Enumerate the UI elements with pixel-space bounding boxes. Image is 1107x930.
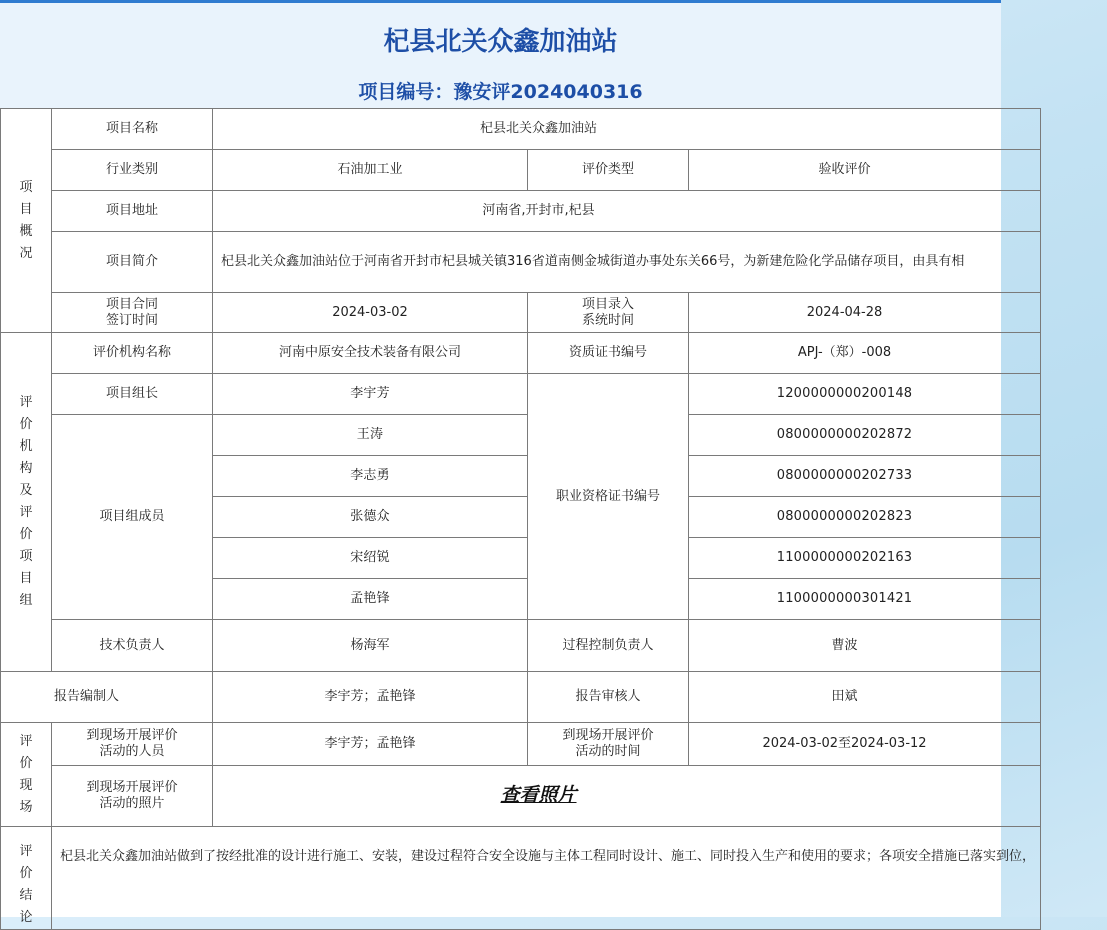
project-number-value: 豫安评2024040316 xyxy=(453,81,643,103)
site-time-label: 到现场开展评价 活动的时间 xyxy=(528,723,689,766)
leader-label: 项目组长 xyxy=(52,374,213,415)
summary-label: 项目简介 xyxy=(52,232,213,293)
leader-cert: 1200000000200148 xyxy=(689,374,1041,415)
member-name: 孟艳锋 xyxy=(213,579,528,620)
tech-label: 技术负责人 xyxy=(52,620,213,672)
conclusion-text: 杞县北关众鑫加油站做到了按经批准的设计进行施工、安装，建设过程符合安全设施与主体工程同时设计、施工、同时投入生产和使用的要求；各项安全措施已落实到位， xyxy=(52,827,1041,930)
eval-type-value: 验收评价 xyxy=(689,150,1041,191)
section-site-label: 评价现场 xyxy=(1,723,52,827)
project-name-value: 杞县北关众鑫加油站 xyxy=(213,109,1041,150)
row-project-name xyxy=(1,109,1041,150)
section-org-label: 评价机构及评价项目组 xyxy=(1,333,52,672)
report-reviewer-label: 报告审核人 xyxy=(528,672,689,723)
members-label: 项目组成员 xyxy=(52,415,213,620)
row-org xyxy=(1,333,1041,374)
report-author-label: 报告编制人 xyxy=(1,672,213,723)
leader-name: 李宇芳 xyxy=(213,374,528,415)
row-member xyxy=(1,415,1041,456)
site-photo-cell xyxy=(213,766,1041,827)
member-cert: 1100000000301421 xyxy=(689,579,1041,620)
summary-value: 杞县北关众鑫加油站位于河南省开封市杞县城关镇316省道南侧金城街道办事处东关66号，为新建危险化学品储存项目，由具有相 xyxy=(213,232,1041,293)
row-industry xyxy=(1,150,1041,191)
section-conclusion-label: 评价结论 xyxy=(1,827,52,930)
qual-cert-label: 职业资格证书编号 xyxy=(528,374,689,620)
industry-value: 石油加工业 xyxy=(213,150,528,191)
member-name: 张德众 xyxy=(213,497,528,538)
site-photo-label: 到现场开展评价 活动的照片 xyxy=(52,766,213,827)
address-label: 项目地址 xyxy=(52,191,213,232)
row-summary xyxy=(1,232,1041,293)
contract-time-label: 项目合同 签订时间 xyxy=(52,293,213,333)
entry-time-value: 2024-04-28 xyxy=(689,293,1041,333)
view-photos-link[interactable]: 查看照片 xyxy=(500,783,577,806)
section-overview-label: 项目概况 xyxy=(1,109,52,333)
process-label: 过程控制负责人 xyxy=(528,620,689,672)
eval-type-label: 评价类型 xyxy=(528,150,689,191)
member-cert: 0800000000202872 xyxy=(689,415,1041,456)
process-value: 曹波 xyxy=(689,620,1041,672)
row-conclusion xyxy=(1,827,1041,930)
row-site-photo xyxy=(1,766,1041,827)
member-name: 宋绍锐 xyxy=(213,538,528,579)
tech-value: 杨海军 xyxy=(213,620,528,672)
member-cert: 0800000000202733 xyxy=(689,456,1041,497)
project-name-label: 项目名称 xyxy=(52,109,213,150)
page-title: 杞县北关众鑫加油站 xyxy=(383,27,618,57)
row-address xyxy=(1,191,1041,232)
site-people-label: 到现场开展评价 活动的人员 xyxy=(52,723,213,766)
row-leader xyxy=(1,374,1041,415)
member-name: 王涛 xyxy=(213,415,528,456)
industry-label: 行业类别 xyxy=(52,150,213,191)
org-name-label: 评价机构名称 xyxy=(52,333,213,374)
report-reviewer-value: 田斌 xyxy=(689,672,1041,723)
entry-time-label: 项目录入 系统时间 xyxy=(528,293,689,333)
member-name: 李志勇 xyxy=(213,456,528,497)
project-number xyxy=(0,77,1001,104)
page-header xyxy=(0,3,1001,109)
contract-time-value: 2024-03-02 xyxy=(213,293,528,333)
cert-label: 资质证书编号 xyxy=(528,333,689,374)
site-people-value: 李宇芳；孟艳锋 xyxy=(213,723,528,766)
cert-value: APJ-（郑）-008 xyxy=(689,333,1041,374)
project-number-label: 项目编号： xyxy=(358,81,454,103)
row-times xyxy=(1,293,1041,333)
row-site-people xyxy=(1,723,1041,766)
member-cert: 0800000000202823 xyxy=(689,497,1041,538)
project-info-table xyxy=(0,108,1041,930)
org-name-value: 河南中原安全技术装备有限公司 xyxy=(213,333,528,374)
row-tech xyxy=(1,620,1041,672)
site-time-value: 2024-03-02至2024-03-12 xyxy=(689,723,1041,766)
member-cert: 1100000000202163 xyxy=(689,538,1041,579)
row-report xyxy=(1,672,1041,723)
report-author-value: 李宇芳；孟艳锋 xyxy=(213,672,528,723)
address-value: 河南省,开封市,杞县 xyxy=(213,191,1041,232)
